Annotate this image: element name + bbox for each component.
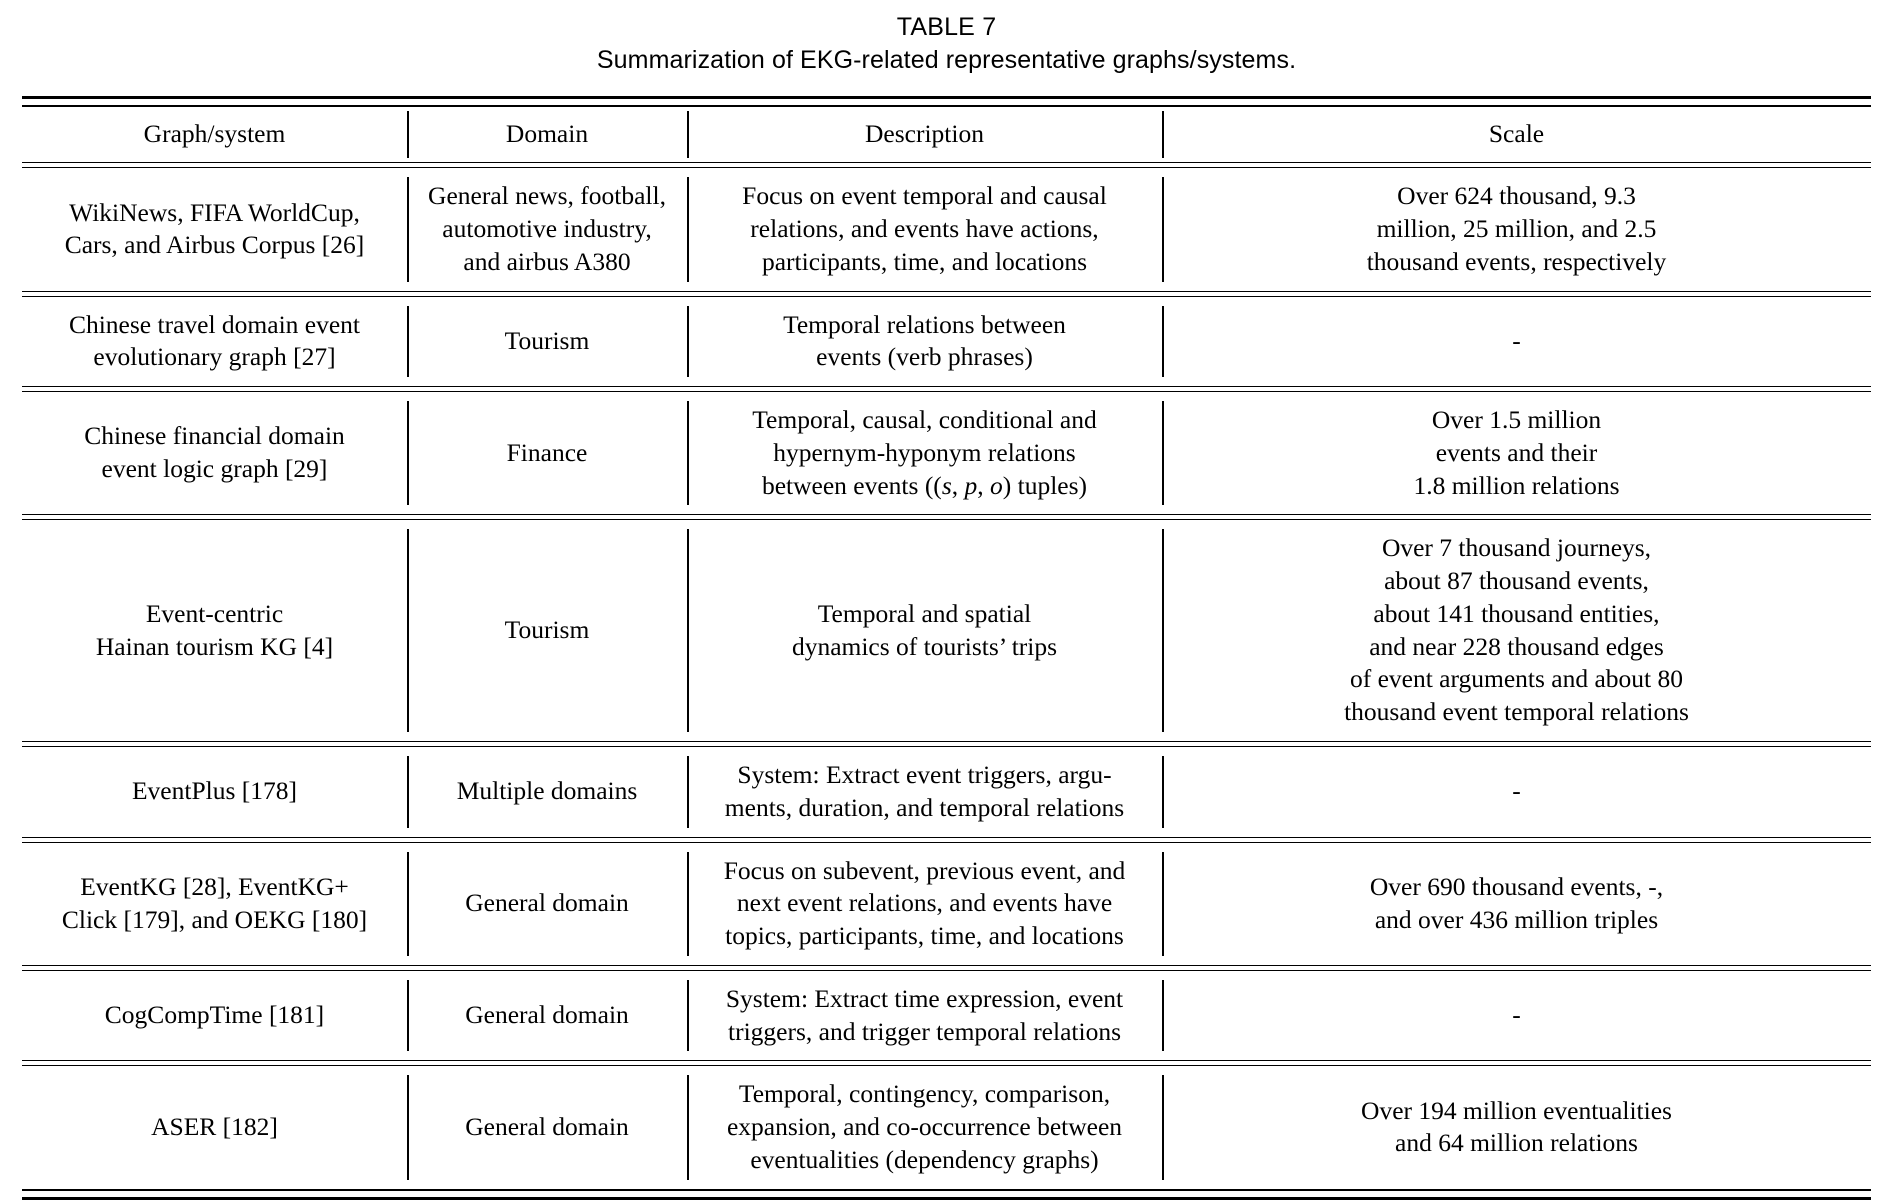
- header-label-graph-system: Graph/system: [143, 118, 286, 148]
- cell-line: -: [1512, 325, 1521, 355]
- cell-content-description: [687, 971, 1162, 1061]
- cell-line: of event arguments and about 80: [1349, 664, 1684, 694]
- cell-line: eventualities (dependency graphs): [750, 1144, 1099, 1174]
- cell-description: [687, 520, 1162, 741]
- table-row: [22, 392, 1871, 514]
- cell-line: -: [1512, 1000, 1521, 1030]
- table-row-group: [22, 971, 1871, 1061]
- table-row-group: [22, 1066, 1871, 1188]
- cell-description: [687, 843, 1162, 965]
- cell-line: Hainan tourism KG [4]: [95, 631, 334, 661]
- cell-line: and 64 million relations: [1395, 1128, 1638, 1158]
- cell-line: CogCompTime [181]: [104, 1000, 325, 1030]
- column-header-domain: [407, 107, 687, 163]
- cell-content-scale: [1162, 168, 1871, 290]
- cell-line: Focus on subevent, previous event, and: [723, 855, 1126, 885]
- cell-line: Tourism: [504, 615, 590, 645]
- cell-line: General domain: [465, 888, 629, 918]
- header-label-description: Description: [865, 118, 984, 148]
- cell-line: Finance: [506, 437, 588, 467]
- cell-scale: [1162, 747, 1871, 837]
- cell-line: and airbus A380: [463, 246, 631, 276]
- table-row-group: [22, 747, 1871, 837]
- cell-graph_system: [22, 747, 407, 837]
- column-header-description: [687, 107, 1162, 163]
- cell-scale: [1162, 168, 1871, 290]
- cell-content-domain: [407, 602, 687, 659]
- table-row: [22, 168, 1871, 290]
- cell-line: ASER [182]: [151, 1112, 278, 1142]
- column-header-scale: [1162, 107, 1871, 163]
- cell-line: Chinese travel domain event: [68, 309, 361, 339]
- cell-line: Over 194 million eventualities: [1361, 1095, 1672, 1125]
- table-number: TABLE 7: [896, 13, 997, 41]
- cell-line: triggers, and trigger temporal relations: [728, 1016, 1121, 1046]
- cell-line: participants, time, and locations: [761, 246, 1088, 276]
- cell-scale: [1162, 520, 1871, 741]
- cell-line: EventPlus [178]: [131, 776, 298, 806]
- cell-description: [687, 297, 1162, 387]
- table-title: Summarization of EKG-related representative graphs/systems.: [596, 46, 1297, 75]
- cell-content-graph_system: [22, 763, 407, 820]
- cell-content-description: [687, 297, 1162, 387]
- cell-line: events and their: [1435, 437, 1598, 467]
- cell-content-graph_system: [22, 297, 407, 387]
- cell-line: hypernym-hyponym relations: [773, 437, 1076, 467]
- cell-content-scale: [1162, 520, 1871, 741]
- cell-line: Chinese financial domain: [84, 421, 345, 451]
- cell-content-description: [687, 843, 1162, 965]
- cell-line: Temporal relations between: [783, 309, 1066, 339]
- cell-line: Over 690 thousand events, -,: [1369, 871, 1664, 901]
- cell-line: General news, football,: [428, 181, 666, 211]
- cell-content-graph_system: [22, 185, 407, 275]
- cell-line: between events ((s, p, o) tuples): [761, 470, 1088, 500]
- cell-content-description: [687, 1066, 1162, 1188]
- table-row-group: [22, 843, 1871, 965]
- cell-line: and near 228 thousand edges: [1369, 631, 1664, 661]
- cell-description: [687, 747, 1162, 837]
- cell-scale: [1162, 1066, 1871, 1188]
- cell-content-description: [687, 586, 1162, 676]
- table-bottom-rule: [22, 1189, 1871, 1200]
- cell-domain: [407, 168, 687, 290]
- table-caption: [0, 0, 1893, 78]
- table-row: [22, 747, 1871, 837]
- cell-content-domain: [407, 313, 687, 370]
- cell-line: Over 7 thousand journeys,: [1381, 533, 1652, 563]
- table-row-group: [22, 392, 1871, 514]
- cell-graph_system: [22, 168, 407, 290]
- cell-content-description: [687, 168, 1162, 290]
- cell-content-graph_system: [22, 408, 407, 498]
- cell-line: Tourism: [504, 325, 590, 355]
- column-header-graph-system: [22, 107, 407, 163]
- cell-line: next event relations, and events have: [736, 888, 1113, 918]
- cell-description: [687, 1066, 1162, 1188]
- table-row-group: [22, 520, 1871, 741]
- cell-line: 1.8 million relations: [1413, 470, 1620, 500]
- table-row: [22, 971, 1871, 1061]
- cell-line: dynamics of tourists’ trips: [791, 631, 1058, 661]
- cell-domain: [407, 1066, 687, 1188]
- cell-line: Temporal, causal, conditional and: [752, 405, 1097, 435]
- cell-line: ments, duration, and temporal relations: [724, 792, 1125, 822]
- cell-line: about 87 thousand events,: [1384, 566, 1649, 596]
- cell-line: EventKG [28], EventKG+: [80, 871, 349, 901]
- table-body-host: [22, 168, 1871, 1188]
- cell-scale: [1162, 843, 1871, 965]
- cell-domain: [407, 392, 687, 514]
- cell-content-domain: [407, 425, 687, 482]
- cell-description: [687, 168, 1162, 290]
- cell-line: Click [179], and OEKG [180]: [61, 904, 368, 934]
- cell-content-scale: [1162, 859, 1871, 949]
- table-row-group: [22, 297, 1871, 387]
- table-row-group: [22, 168, 1871, 290]
- cell-line: and over 436 million triples: [1374, 904, 1659, 934]
- cell-content-description: [687, 747, 1162, 837]
- header-row: [22, 107, 1871, 163]
- cell-domain: [407, 297, 687, 387]
- cell-line: evolutionary graph [27]: [93, 342, 336, 372]
- cell-line: Event-centric: [145, 598, 284, 628]
- cell-line: thousand events, respectively: [1366, 246, 1667, 276]
- cell-domain: [407, 520, 687, 741]
- cell-line: WikiNews, FIFA WorldCup,: [69, 197, 360, 227]
- cell-content-scale: [1162, 392, 1871, 514]
- cell-line: event logic graph [29]: [101, 454, 328, 484]
- cell-content-scale: [1162, 763, 1871, 820]
- cell-graph_system: [22, 843, 407, 965]
- cell-graph_system: [22, 297, 407, 387]
- summary-table: [22, 107, 1871, 163]
- cell-graph_system: [22, 971, 407, 1061]
- cell-line: General domain: [465, 1000, 629, 1030]
- cell-domain: [407, 747, 687, 837]
- cell-line: System: Extract event triggers, argu-: [737, 759, 1112, 789]
- cell-content-domain: [407, 875, 687, 932]
- cell-graph_system: [22, 1066, 407, 1188]
- cell-content-graph_system: [22, 1099, 407, 1156]
- cell-line: million, 25 million, and 2.5: [1376, 214, 1657, 244]
- cell-line: Cars, and Airbus Corpus [26]: [64, 230, 365, 260]
- cell-domain: [407, 971, 687, 1061]
- cell-content-domain: [407, 987, 687, 1044]
- cell-content-domain: [407, 1099, 687, 1156]
- cell-line: automotive industry,: [442, 214, 652, 244]
- cell-line: expansion, and co-occurrence between: [726, 1112, 1123, 1142]
- cell-description: [687, 971, 1162, 1061]
- cell-content-graph_system: [22, 859, 407, 949]
- cell-line: Focus on event temporal and causal: [742, 181, 1107, 211]
- cell-line: about 141 thousand entities,: [1373, 598, 1660, 628]
- table-top-rule: [22, 96, 1871, 107]
- cell-line: topics, participants, time, and locations: [725, 921, 1124, 951]
- cell-line: System: Extract time expression, event: [725, 983, 1124, 1013]
- table-row: [22, 520, 1871, 741]
- table-header: [22, 107, 1871, 163]
- cell-scale: [1162, 392, 1871, 514]
- cell-content-domain: [407, 168, 687, 290]
- table-row: [22, 297, 1871, 387]
- cell-content-scale: [1162, 313, 1871, 370]
- cell-line: relations, and events have actions,: [750, 214, 1099, 244]
- cell-content-description: [687, 392, 1162, 514]
- header-label-domain: Domain: [505, 118, 589, 148]
- cell-content-graph_system: [22, 586, 407, 676]
- cell-line: General domain: [465, 1112, 629, 1142]
- cell-line: -: [1512, 776, 1521, 806]
- table-row: [22, 1066, 1871, 1188]
- cell-line: Temporal, contingency, comparison,: [738, 1079, 1111, 1109]
- cell-content-scale: [1162, 987, 1871, 1044]
- cell-domain: [407, 843, 687, 965]
- table-row: [22, 843, 1871, 965]
- cell-graph_system: [22, 520, 407, 741]
- cell-line: Temporal and spatial: [817, 598, 1032, 628]
- header-label-scale: Scale: [1488, 118, 1545, 148]
- cell-content-graph_system: [22, 987, 407, 1044]
- cell-graph_system: [22, 392, 407, 514]
- cell-line: thousand event temporal relations: [1344, 697, 1689, 727]
- cell-content-domain: [407, 763, 687, 820]
- cell-scale: [1162, 297, 1871, 387]
- cell-line: events (verb phrases): [816, 342, 1033, 372]
- cell-content-scale: [1162, 1083, 1871, 1173]
- cell-line: Over 1.5 million: [1431, 405, 1602, 435]
- cell-line: Over 624 thousand, 9.3: [1397, 181, 1636, 211]
- cell-scale: [1162, 971, 1871, 1061]
- table-container: [22, 96, 1871, 1200]
- cell-description: [687, 392, 1162, 514]
- cell-line: Multiple domains: [456, 776, 638, 806]
